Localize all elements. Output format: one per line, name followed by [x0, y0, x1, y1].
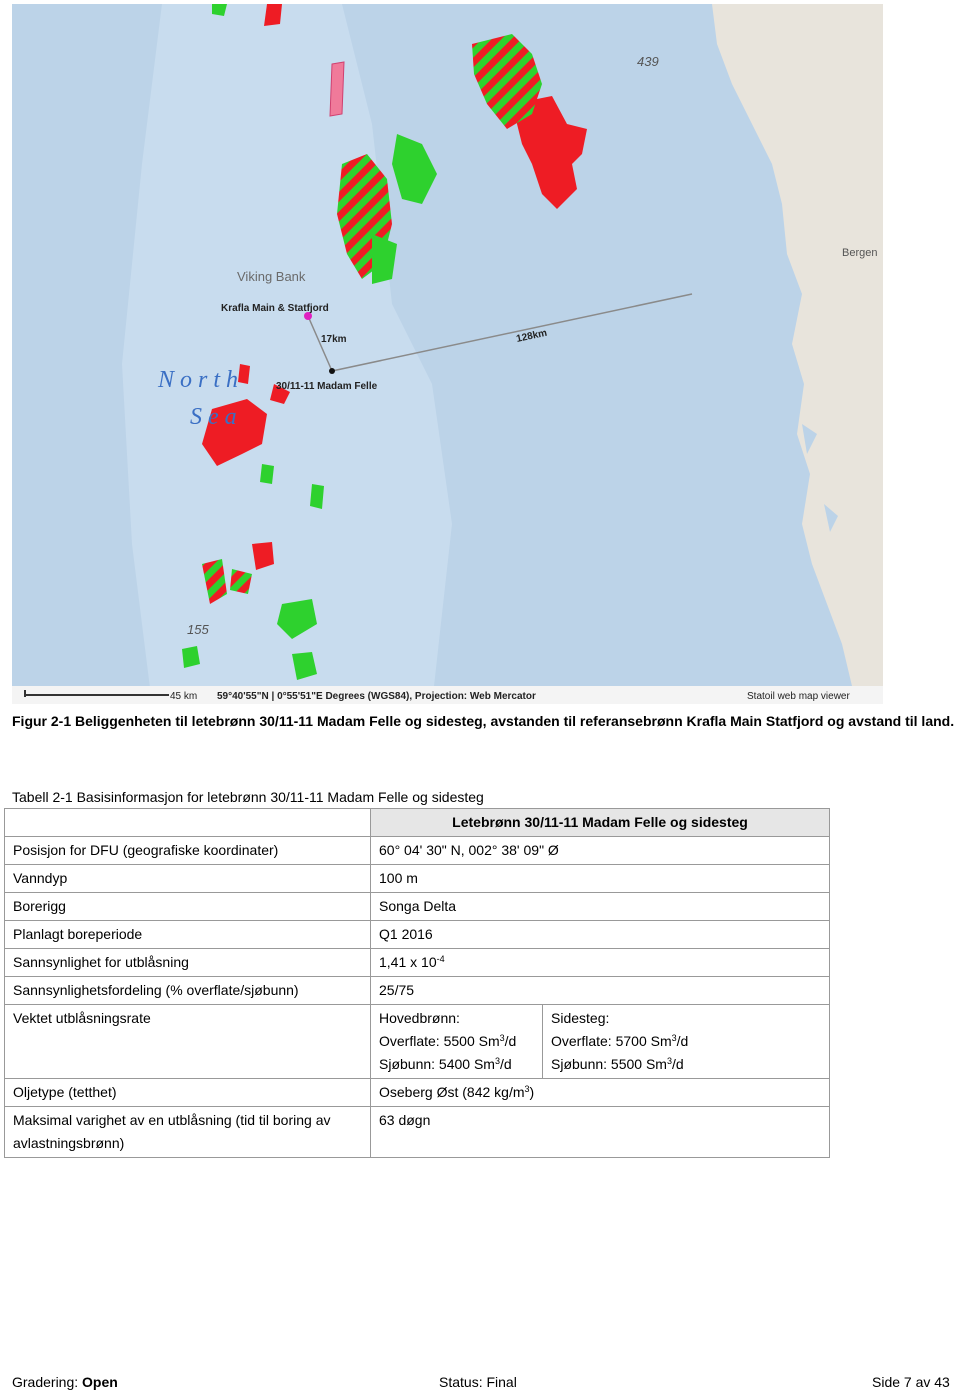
figure-caption: Figur 2-1 Beliggenheten til letebrønn 30/11-11 Madam Felle og sidesteg, avstanden til referansebrønn Krafla Main Statfjord og avstand til land. — [12, 713, 955, 729]
sea-label: S e a — [190, 404, 237, 430]
basis-info-table — [4, 808, 830, 1158]
dist-label: Sannsynlighetsfordeling (% overflate/sjøbunn) — [5, 977, 371, 1005]
well-marker — [329, 368, 335, 374]
table-header-row — [5, 809, 830, 837]
grading-value: Open — [82, 1374, 118, 1390]
table-row — [5, 893, 830, 921]
field-green-7 — [260, 464, 274, 484]
prob-value: 1,41 x $10^{-4}$ — [371, 949, 830, 977]
position-value: 60° 04' 30" N, 002° 38' 09" Ø — [371, 837, 830, 865]
period-value: Q1 2016 — [371, 921, 830, 949]
field-red-pink — [330, 62, 344, 116]
dist-value: 25/75 — [371, 977, 830, 1005]
table-row — [5, 921, 830, 949]
viking-bank-label: Viking Bank — [237, 269, 306, 284]
position-label: Posisjon for DFU (geografiske koordinater) — [5, 837, 371, 865]
footer-status: Status: Final — [439, 1374, 517, 1390]
bergen-label: Bergen — [842, 247, 878, 259]
table-row — [5, 865, 830, 893]
scale-bar — [24, 694, 169, 696]
side-well-rate: Sidesteg: Overflate: 5700 Sm$^3$/d Sjøbunn: 5500 Sm$^3$/d — [543, 1005, 830, 1079]
viewer-label: Statoil web map viewer — [747, 691, 850, 702]
rig-value: Songa Delta — [371, 893, 830, 921]
table-row — [5, 1079, 830, 1107]
depth-label-155: 155 — [187, 622, 209, 637]
main-well-rate: Hovedbrønn: Overflate: 5500 Sm$^3$/d Sjøbunn: 5400 Sm$^3$/d — [371, 1005, 543, 1079]
depth-value: 100 m — [371, 865, 830, 893]
rate-label: Vektet utblåsningsrate — [5, 1005, 371, 1079]
duration-value: 63 døgn — [371, 1107, 830, 1158]
coords-readout: 59°40'55"N | 0°55'51"E Degrees (WGS84), Projection: Web Mercator — [217, 691, 536, 702]
oil-label: Oljetype (tetthet) — [5, 1079, 371, 1107]
field-red-small-3 — [238, 364, 250, 384]
table-row — [5, 1107, 830, 1158]
table-row — [5, 949, 830, 977]
well-label: 30/11-11 Madam Felle — [276, 381, 378, 392]
duration-label: Maksimal varighet av en utblåsning (tid til boring av avlastningsbrønn) — [5, 1107, 371, 1158]
north-label: N o r t h — [158, 367, 239, 393]
period-label: Planlagt boreperiode — [5, 921, 371, 949]
rig-label: Borerigg — [5, 893, 371, 921]
depth-label-439: 439 — [637, 54, 659, 69]
field-red-small-2 — [264, 4, 282, 26]
table-row — [5, 837, 830, 865]
table-row — [5, 1005, 830, 1079]
distance-17-label: 17km — [321, 334, 347, 345]
location-map — [12, 4, 883, 704]
table-header: Letebrønn 30/11-11 Madam Felle og sidesteg — [371, 809, 830, 837]
prob-label: Sannsynlighet for utblåsning — [5, 949, 371, 977]
krafla-label: Krafla Main & Statfjord — [221, 303, 329, 314]
distance-128-label: 128km — [515, 327, 549, 345]
scale-label: 45 km — [170, 691, 198, 702]
depth-label: Vanndyp — [5, 865, 371, 893]
footer-page-number: Side 7 av 43 — [872, 1374, 950, 1390]
footer-grading: Gradering: Open — [12, 1374, 118, 1390]
table-title: Tabell 2-1 Basisinformasjon for letebrønn 30/11-11 Madam Felle og sidesteg — [12, 789, 484, 805]
table-row — [5, 977, 830, 1005]
field-green-6 — [310, 484, 324, 509]
oil-value: Oseberg Øst (842 $kg/m^3$) — [371, 1079, 830, 1107]
